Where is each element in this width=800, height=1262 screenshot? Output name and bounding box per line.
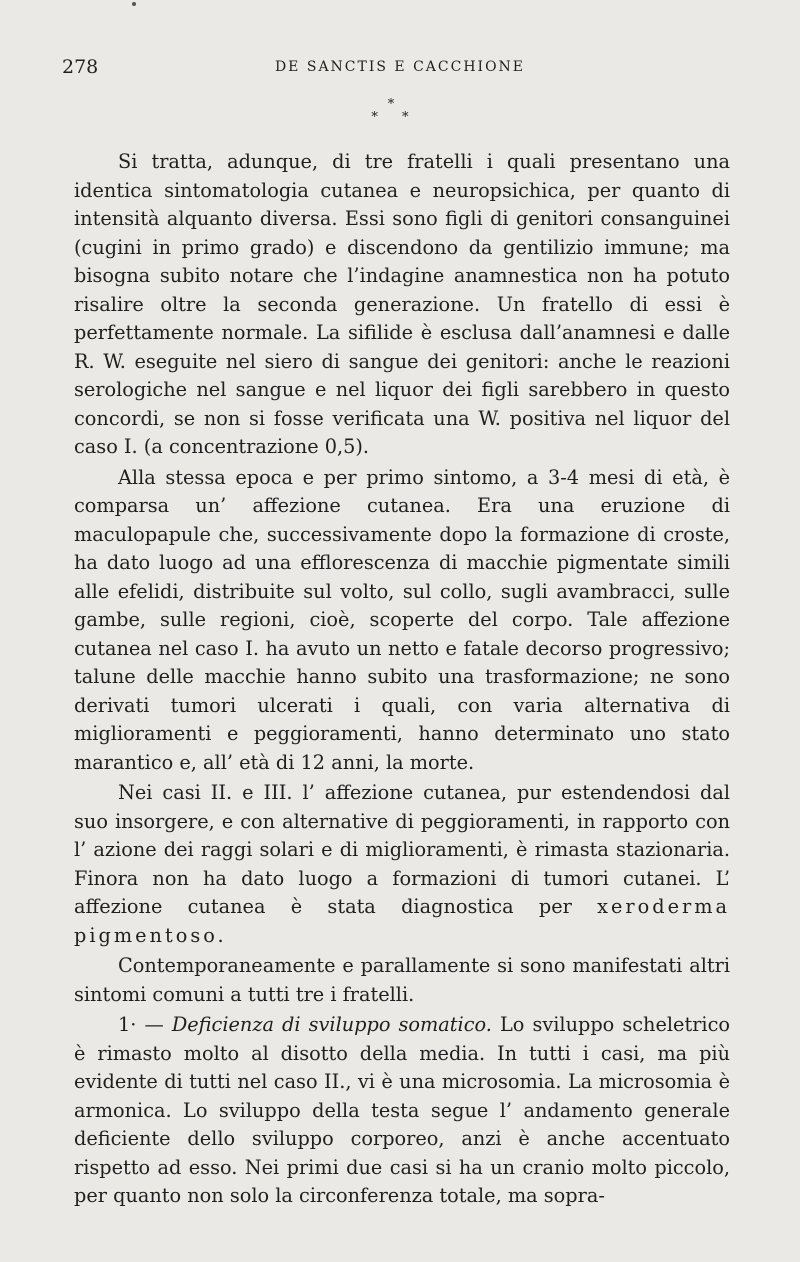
asterism-separator [361, 98, 421, 134]
item-number: 1· — [118, 1013, 164, 1036]
paragraph-3-text: Nei casi II. e III. l’ affezione cutanea, pur estendendosi dal suo insorgere, e con alternative di peggioramenti, in rapporto con l’ azione dei raggi solari e di miglioramenti, è rimasta stazionaria. Finora non ha dato luogo a formazioni di tumori cutanei. L’ affezione cutanea è stata diagnostica per [74, 781, 730, 918]
print-speck [132, 2, 136, 6]
paragraph-3 [74, 779, 730, 950]
asterism-bottom: * * [371, 110, 419, 125]
item-heading: Deficienza di sviluppo somatico. [171, 1013, 492, 1036]
body-text [74, 148, 730, 1213]
diagnosis-term: xeroderma pigmentoso. [74, 895, 730, 947]
paragraph-5 [74, 1011, 730, 1211]
paragraph-1: Si tratta, adunque, di tre fratelli i quali presentano una identica sintomatologia cutanea e neuropsichica, per quanto di intensità alquanto diversa. Essi sono figli di genitori consanguinei (cugini in primo grado) e discendono da gentilizio immune; ma bisogna subito notare che l’indagine anamnestica non ha potuto risalire oltre la seconda generazione. Un fratello di essi è perfettamente normale. La sifilide è esclusa dall’anamnesi e dalle R. W. eseguite nel siero di sangue dei genitori: anche le reazioni serologiche nel sangue e nel liquor dei figli sarebbero in questo concordi, se non si fosse verificata una W. positiva nel liquor del caso I. (a concentrazione 0,5). [74, 150, 730, 458]
paragraph-4: Contemporaneamente e parallamente si sono manifestati altri sintomi comuni a tutti tre i fratelli. [74, 954, 730, 1006]
running-head: DE SANCTIS E CACCHIONE [274, 59, 526, 75]
page-number: 278 [62, 56, 99, 78]
page-header [62, 56, 738, 86]
paragraph-2: Alla stessa epoca e per primo sintomo, a 3-4 mesi di età, è comparsa un’ affezione cutanea. Era una eruzione di maculopapule che, successivamente dopo la formazione di croste, ha dato luogo ad una efflorescenza di macchie pigmentate simili alle efelidi, distribuite sul volto, sul collo, sugli avambracci, sulle gambe, sulle regioni, cioè, scoperte del corpo. Tale affezione cutanea nel caso I. ha avuto un netto e fatale decorso progressivo; talune delle macchie hanno subito una trasformazione; ne sono derivati tumori ulcerati i quali, con varia alternativa di miglioramenti e peggioramenti, hanno determinato uno stato marantico e, all’ età di 12 anni, la morte. [74, 465, 730, 774]
asterism-top: * [387, 97, 395, 112]
paragraph-5-text: Lo sviluppo scheletrico è rimasto molto al disotto della media. In tutti i casi, ma più evidente di tutti nel caso II., vi è una microsomia. La microsomia è armonica. Lo sviluppo della testa segue l’ andamento generale deficiente dello sviluppo corporeo, anzi è anche accentuato rispetto ad esso. Nei primi due casi si ha un cranio molto piccolo, per quanto non solo la circonferenza totale, ma sopra- [74, 1013, 730, 1207]
